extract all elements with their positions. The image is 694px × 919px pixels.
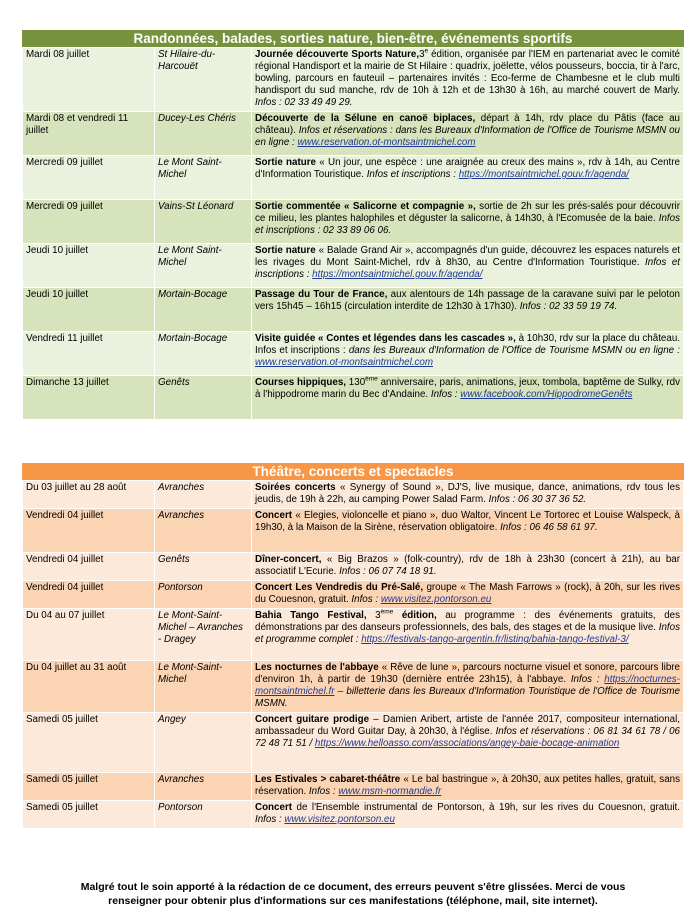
event-body: de l'Ensemble instrumental de Pontorson, à 19h, sur les rives du Couesnon, gratuit. (292, 802, 680, 813)
event-description (252, 244, 684, 288)
section-nature (22, 30, 684, 420)
event-link[interactable]: https://nocturnes-montsaintmichel.fr (255, 674, 680, 697)
event-body: « Rêve de lune », parcours nocturne visuel et sonore, parcours libre d'environ 1h, à partir de 19h30 (dernière entrée 23h15), à l'abbaye. (255, 662, 680, 685)
event-link[interactable]: https://www.helloasso.com/associations/angey-baie-bocage-animation (314, 738, 620, 749)
event-title: Les nocturnes de l'abbaye (255, 662, 379, 673)
event-date: Jeudi 10 juillet (23, 244, 155, 288)
event-title: Visite guidée « Contes et légendes dans les cascades », (255, 333, 516, 344)
edition-suffix: ème (365, 375, 378, 383)
event-row (23, 581, 684, 609)
event-description (252, 481, 684, 509)
edition-suffix: e (424, 47, 429, 55)
event-info-extra: – billetterie dans les Bureaux d'Information Touristique de l'Office de Tourisme MSMN. (255, 686, 680, 709)
event-description (252, 773, 684, 801)
event-title: Concert (255, 802, 293, 813)
event-date: Samedi 05 juillet (23, 773, 155, 801)
event-title: Journée découverte Sports Nature, (255, 49, 420, 60)
event-body: aux alentours de 14h passage de la caravane suivi par le peloton vers 15h45 – 16h15 (circulation interdite de 12h30 à 17h30). (255, 289, 680, 312)
event-body: au programme : des événements gratuits, des démonstrations par des danseurs professionnels, des bals, des stages et de la musique live. (255, 610, 680, 633)
event-body: à 10h30, rdv sur la place du château. Infos et inscriptions : (255, 333, 680, 356)
event-description (252, 288, 684, 332)
event-place: Mortain-Bocage (155, 288, 252, 332)
event-info: Infos : (306, 786, 339, 797)
event-row (23, 801, 684, 829)
event-place: Le Mont Saint-Michel (155, 156, 252, 200)
event-body: « Big Brazos » (folk-country), rdv de 18h à 23h30 (concert à 21h), au bar associatif L'Ecurie. (255, 554, 680, 577)
event-description (252, 48, 684, 112)
event-description (252, 553, 684, 581)
event-date: Du 04 au 07 juillet (23, 609, 155, 661)
event-row (23, 553, 684, 581)
event-info: Infos et inscriptions : 02 33 89 06 06. (255, 213, 680, 236)
event-description (252, 801, 684, 829)
event-title: Passage du Tour de France, (255, 289, 388, 300)
event-info: Infos : (348, 594, 381, 605)
event-info: Infos : 02 33 59 19 74. (516, 301, 618, 312)
event-date: Mercredi 09 juillet (23, 200, 155, 244)
event-link[interactable]: www.visitez.pontorson.eu (284, 814, 395, 825)
event-row (23, 509, 684, 553)
event-date: Samedi 05 juillet (23, 713, 155, 773)
event-body: « Elegies, violoncelle et piano », duo Waltor, Vincent Le Tortorec et Louise Walspeck, à 19h30, à la Maison de la Sirène, réservation obligatoire. (255, 510, 680, 533)
event-body: – Damien Aribert, artiste de l'année 2017, compositeur international, ambassadeur du Word Guitar Day, à 20h30, à l'église. (255, 714, 680, 737)
section-spectacles (22, 463, 684, 829)
event-info: Infos : 06 30 37 36 52. (485, 494, 587, 505)
event-link[interactable]: www.msm-normandie.fr (338, 786, 442, 797)
event-link[interactable]: https://montsaintmichel.gouv.fr/agenda/ (312, 269, 483, 280)
event-title: Sortie nature (255, 245, 316, 256)
event-row (23, 773, 684, 801)
event-body: édition, organisée par l'IEM en partenariat avec le comité régional Handisport et la mairie de St Hilaire : quadrix, joëlette, vélos pousseurs, boccia, tir à l'arc, bowling, parcours en fauteuil – partenaires invités : Eco-ferme de Chambesne et le club multi handisport du sud manche, rdv de 10h à 12h et de 13h30 à 16h, au marché couvert de Marly. (255, 49, 680, 96)
event-description (252, 509, 684, 553)
edition-number: 3 (419, 49, 425, 60)
event-row (23, 200, 684, 244)
event-info: Infos : 02 33 49 49 29. (255, 97, 353, 108)
event-info: Infos : 06 07 74 18 91. (336, 566, 437, 577)
event-place: Avranches (155, 481, 252, 509)
event-description (252, 661, 684, 713)
event-info: Infos et réservations : 06 81 34 61 78 / 06 72 48 71 51 / (255, 726, 680, 749)
event-date: Vendredi 04 juillet (23, 581, 155, 609)
event-info: Infos et programme complet : (255, 622, 680, 645)
event-place: Pontorson (155, 801, 252, 829)
event-row (23, 376, 684, 420)
event-info: dans les Bureaux d'Information de l'Office de Tourisme MSMN ou en ligne : (345, 345, 680, 356)
event-place: Le Mont-Saint-Michel – Avranches - Dragey (155, 609, 252, 661)
event-date: Samedi 05 juillet (23, 801, 155, 829)
event-date: Mercredi 09 juillet (23, 156, 155, 200)
events-table-spectacles (22, 480, 684, 829)
event-place: Le Mont-Saint-Michel (155, 661, 252, 713)
event-body: anniversaire, paris, animations, jeux, tombola, baptême de Sulky, rdv à l'hippodrome marin du Bec d'Andaine. (255, 377, 680, 400)
event-title: Soirées concerts (255, 482, 336, 493)
event-place: Genêts (155, 553, 252, 581)
event-link[interactable]: www.visitez.pontorson.eu (380, 594, 492, 605)
event-link[interactable]: www.reservation.ot-montsaintmichel.com (297, 137, 476, 148)
event-description (252, 376, 684, 420)
event-title: Concert (255, 510, 293, 521)
event-place: Angey (155, 713, 252, 773)
event-info: Infos : (428, 389, 461, 400)
event-description (252, 112, 684, 156)
event-row (23, 288, 684, 332)
event-description (252, 581, 684, 609)
event-body: « Le bal bastringue », à 20h30, aux petites halles, gratuit, sans réservation. (255, 774, 680, 797)
event-row (23, 609, 684, 661)
event-place: Ducey-Les Chéris (155, 112, 252, 156)
edition-suffix: ème (380, 608, 394, 616)
events-table-nature (22, 47, 684, 420)
section-header-spectacles: Théâtre, concerts et spectacles (22, 463, 684, 480)
event-date: Du 04 juillet au 31 août (23, 661, 155, 713)
event-row (23, 713, 684, 773)
event-title: Dîner-concert, (255, 554, 322, 565)
event-place: St Hilaire-du-Harcouët (155, 48, 252, 112)
event-body: « Balade Grand Air », accompagnés d'un guide, découvrez les espaces naturels et les rivages du Mont Saint-Michel, rdv à 8h30, au Centre d'Information Touristique. (255, 245, 680, 268)
event-link[interactable]: www.facebook.com/HippodromeGenêts (460, 389, 633, 400)
event-body: départ à 14h, rdv place du Pâtis (face au château). (255, 113, 680, 136)
disclaimer-line-2: renseigner pour obtenir plus d'informations sur ces manifestations (téléphone, mail, site internet). (108, 895, 598, 907)
event-title: Les Estivales > cabaret-théâtre (255, 774, 401, 785)
event-body: groupe « The Mash Farrows » (rock), à 20h, sur les rives du Couesnon, gratuit. (255, 582, 680, 605)
disclaimer-line-1: Malgré tout le soin apporté à la rédaction de ce document, des erreurs peuvent s'être glissées. Merci de vous (80, 881, 626, 893)
event-info: Infos et inscriptions : (363, 169, 459, 180)
event-place: Vains-St Léonard (155, 200, 252, 244)
edition-number: 3 (366, 610, 381, 621)
event-link[interactable]: https://festivals-tango-argentin.fr/listing/bahia-tango-festival-3/ (361, 634, 629, 645)
event-info: Infos : (255, 814, 285, 825)
event-row (23, 661, 684, 713)
event-place: Avranches (155, 509, 252, 553)
event-body: sortie de 2h sur les prés-salés pour découvrir ce milieu, les plantes halophiles et déguster la salicorne, à 14h30, à l'Ecomusée de la baie. (255, 201, 680, 224)
event-date: Vendredi 04 juillet (23, 509, 155, 553)
event-info: Infos : (566, 674, 605, 685)
event-title: Concert Les Vendredis du Pré-Salé, (255, 582, 424, 593)
event-row (23, 244, 684, 288)
event-row (23, 112, 684, 156)
event-date: Dimanche 13 juillet (23, 376, 155, 420)
event-info: Infos et réservations : dans les Bureaux d'Information de l'Office de Tourisme MSMN ou en ligne : (255, 125, 680, 148)
event-description (252, 156, 684, 200)
event-description (252, 609, 684, 661)
event-info: Infos : 06 46 58 61 97. (497, 522, 598, 533)
event-date: Du 03 juillet au 28 août (23, 481, 155, 509)
event-date: Mardi 08 juillet (23, 48, 155, 112)
event-place: Le Mont Saint-Michel (155, 244, 252, 288)
event-place: Mortain-Bocage (155, 332, 252, 376)
event-date: Jeudi 10 juillet (23, 288, 155, 332)
event-title: Sortie commentée « Salicorne et compagnie », (255, 201, 476, 212)
section-header-nature: Randonnées, balades, sorties nature, bien-être, événements sportifs (22, 30, 684, 47)
event-title-suffix: édition, (393, 610, 437, 621)
edition-number: 130 (346, 377, 366, 388)
event-body: « Un jour, une espèce : une araignée au creux des mains », rdv à 14h, au Centre d'Information Touristique. (255, 157, 680, 180)
event-place: Pontorson (155, 581, 252, 609)
event-row (23, 156, 684, 200)
event-date: Vendredi 11 juillet (23, 332, 155, 376)
event-description (252, 332, 684, 376)
event-description (252, 200, 684, 244)
event-title: Sortie nature (255, 157, 316, 168)
event-row (23, 48, 684, 112)
event-description (252, 713, 684, 773)
event-row (23, 481, 684, 509)
event-link[interactable]: www.reservation.ot-montsaintmichel.com (255, 357, 434, 368)
event-body: « Synergy of Sound », DJ'S, live musique, dance, animations, rdv tous les jeudis, de 19h à 22h, au camping Power Salad Farm. (255, 482, 680, 505)
event-date: Mardi 08 et vendredi 11 juillet (23, 112, 155, 156)
event-title: Courses hippiques, (255, 377, 346, 388)
event-place: Genêts (155, 376, 252, 420)
disclaimer-footer (22, 880, 684, 908)
event-link[interactable]: https://montsaintmichel.gouv.fr/agenda/ (458, 169, 630, 180)
event-title: Concert guitare prodige (255, 714, 370, 725)
event-title: Bahia Tango Festival, (255, 610, 367, 621)
event-row (23, 332, 684, 376)
event-info: Infos et inscriptions : (255, 257, 680, 280)
event-place: Avranches (155, 773, 252, 801)
event-title: Découverte de la Sélune en canoë biplaces, (255, 113, 476, 124)
event-date: Vendredi 04 juillet (23, 553, 155, 581)
